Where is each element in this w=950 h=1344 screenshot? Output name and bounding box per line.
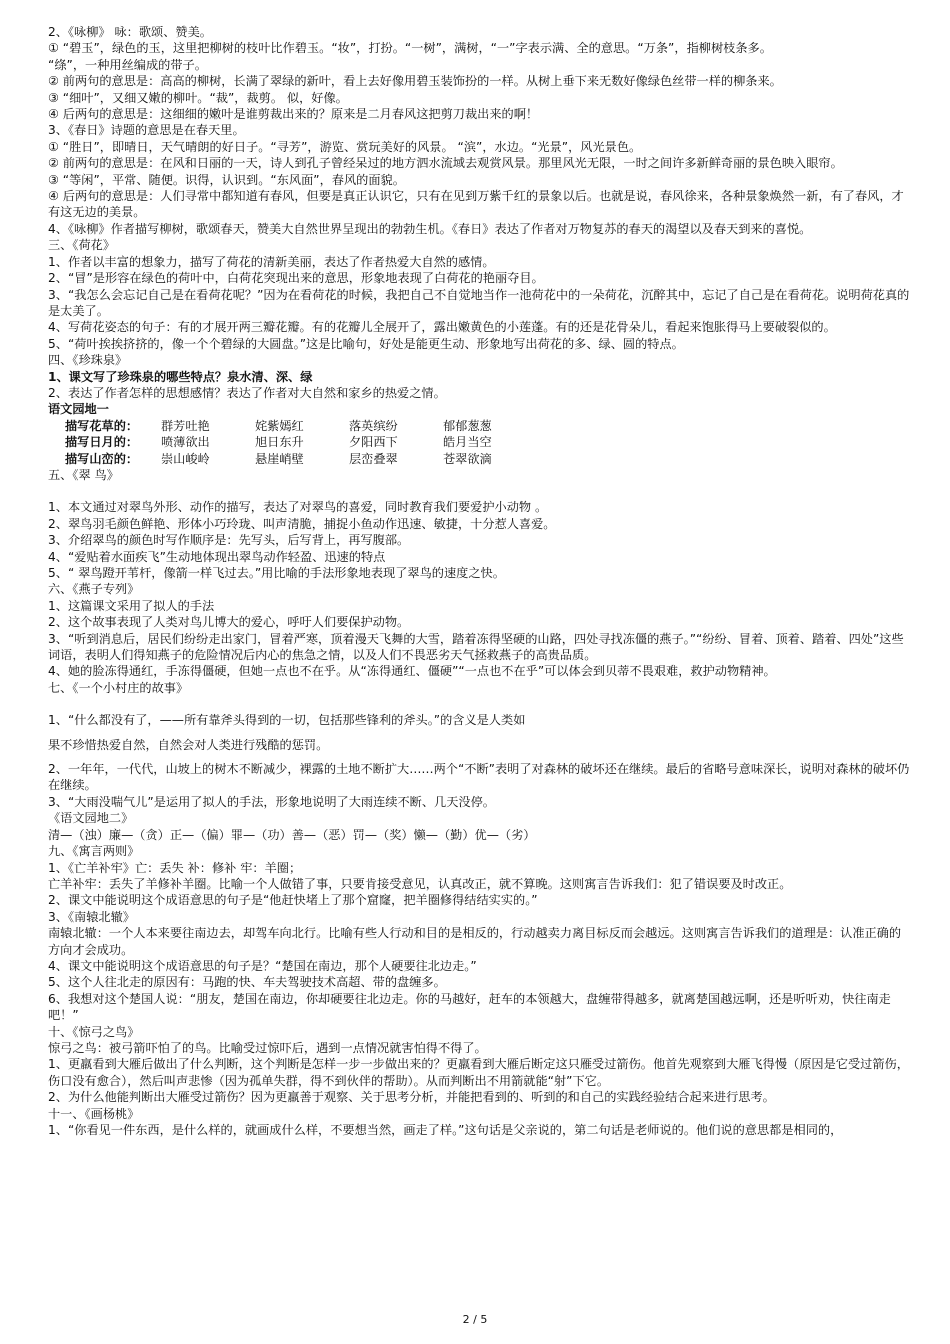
text-line: 2、这个故事表现了人类对鸟儿博大的爱心，呼吁人们要保护动物。 — [48, 615, 410, 630]
text-line: ④ 后两句的意思是：这细细的嫩叶是谁剪裁出来的？原来是二月春风这把剪刀裁出来的啊！ — [48, 107, 539, 122]
idiom: 层峦叠翠 — [349, 451, 398, 466]
text-line: 5、这个人往北走的原因有：马跑的快、车夫驾驶技术高超、带的盘缠多。 — [48, 975, 446, 990]
blank-line — [48, 483, 910, 499]
text-line: 2、课文中能说明这个成语意思的句子是“他赶快堵上了那个窟窿，把羊圈修得结结实实的。” — [48, 893, 538, 908]
idiom: 郁郁葱葱 — [443, 418, 492, 433]
blank-line — [48, 729, 910, 737]
idiom: 姹紫嫣红 — [255, 418, 304, 433]
idiom: 群芳吐艳 — [161, 418, 210, 433]
idiom-row — [48, 418, 910, 434]
text-line: 1、更羸看到大雁后做出了什么判断，这个判断是怎样一步一步做出来的？更羸看到大雁后断定这只雁受过箭伤。他首先观察到大雁飞得慢（原因是它受过箭伤，伤口没有愈合），然后叫声悲惨（因为孤单失群，得不到伙伴的帮助）。从而判断出不用箭就能“射”下它。 — [48, 1057, 909, 1088]
text-line: 4、她的脸冻得通红，手冻得僵硬，但她一点也不在乎。从“冻得通红、僵硬”“一点也不在乎”可以体会到贝蒂不畏艰难，救护动物精神。 — [48, 664, 776, 679]
text-line: 3、“听到消息后，居民们纷纷走出家门，冒着严寒，顶着漫天飞舞的大雪，踏着冻得坚硬的山路，四处寻找冻僵的燕子。”“纷纷、冒着、顶着、踏着、四处”这些词语，表明人们得知燕子的危险情况后内心的焦急之情，以及人们不畏恶劣天气拯救燕子的高贵品质。 — [48, 631, 904, 663]
text-line: 1、本文通过对翠鸟外形、动作的描写，表达了对翠鸟的喜爱，同时教育我们要爱护小动物 。 — [48, 500, 548, 515]
section-heading: 《语文园地二》 — [48, 811, 134, 826]
section-heading: 四、《珍珠泉》 — [48, 353, 128, 368]
text-line: 1、作者以丰富的想象力，描写了荷花的清新美丽，表达了作者热爱大自然的感情。 — [48, 254, 495, 269]
text-line: 6、我想对这个楚国人说：“朋友，楚国在南边，你却硬要往北边走。你的马越好，赶车的本领越大，盘缠带得越多，就离楚国越远啊，还是听听劝，快往南走吧！” — [48, 991, 891, 1023]
text-line: 果不珍惜热爱自然，自然会对人类进行残酷的惩罚。 — [48, 737, 329, 752]
text-line: 5、“荷叶挨挨挤挤的，像一个个碧绿的大圆盘。”这是比喻句，好处是能更生动、形象地写出荷花的多、绿、圆的特点。 — [48, 336, 684, 351]
text-line: ① “碧玉”，绿色的玉，这里把柳树的枝叶比作碧玉。“妆”，打扮。“一树”，满树，“一”字表示满、全的意思。“万条”，指柳树枝条多。 — [48, 41, 772, 56]
idiom: 苍翠欲滴 — [443, 451, 492, 466]
text-line: 3、介绍翠鸟的颜色时写作顺序是：先写头，后写背上，再写腹部。 — [48, 533, 410, 548]
text-line: ② 前两句的意思是：在风和日丽的一天，诗人到孔子曾经呆过的地方泗水流域去观赏风景。那里风光无限，一时之间许多新鲜奇丽的景色映入眼帘。 — [48, 156, 843, 171]
text-line: 2、表达了作者怎样的思想感情？表达了作者对大自然和家乡的热爱之情。 — [48, 385, 446, 400]
section-heading: 六、《燕子专列》 — [48, 582, 140, 597]
document-page — [48, 24, 910, 1138]
text-line: 1、《亡羊补牢》亡：丢失 补：修补 牢：羊圈； — [48, 860, 302, 875]
text-line: 1、“什么都没有了，——所有靠斧头得到的一切，包括那些锋利的斧头。”的含义是人类如 — [48, 713, 526, 728]
text-line: 4、《咏柳》作者描写柳树，歌颂春天，赞美大自然世界呈现出的勃勃生机。《春日》表达了作者对万物复苏的春天的渴望以及春天到来的喜悦。 — [48, 221, 812, 236]
text-line: 2、《咏柳》 咏：歌颂、赞美。 — [48, 25, 212, 39]
idiom: 旭日东升 — [255, 435, 304, 450]
text-line: 1、这篇课文采用了拟人的手法 — [48, 598, 215, 613]
text-line: 5、“ 翠鸟蹬开苇杆，像箭一样飞过去。”用比喻的手法形象地表现了翠鸟的速度之快。 — [48, 566, 505, 580]
idiom: 崇山峻岭 — [161, 451, 210, 466]
text-line: 亡羊补牢：丢失了羊修补羊圈。比喻一个人做错了事，只要肯接受意见，认真改正，就不算晚。这则寓言告诉我们：犯了错误要及时改正。 — [48, 876, 792, 891]
text-line: 3、“我怎么会忘记自己是在看荷花呢？”因为在看荷花的时候，我把自己不自觉地当作一池荷花中的一朵荷花，沉醉其中，忘记了自己是在看荷花。说明荷花真的是太美了。 — [48, 287, 910, 318]
text-line: ③ “细叶”，又细又嫩的柳叶。“裁”，裁剪。 似，好像。 — [48, 90, 348, 105]
idiom: 夕阳西下 — [349, 435, 398, 450]
idiom-row-head: 描写花草的： — [65, 418, 139, 433]
idiom-row-head: 描写日月的： — [65, 435, 139, 450]
text-line: 4、“爱贴着水面疾飞”生动地体现出翠鸟动作轻盈、迅速的特点 — [48, 549, 386, 564]
page-number: 2 / 5 — [462, 1313, 488, 1326]
section-heading: 十、《惊弓之鸟》 — [48, 1024, 140, 1039]
section-heading: 七、《一个小村庄的故事》 — [48, 680, 189, 695]
text-line: 1、课文写了珍珠泉的哪些特点？泉水清、深、绿 — [48, 369, 313, 384]
idiom-row — [48, 434, 910, 450]
text-line: 南辕北辙：一个人本来要往南边去，却驾车向北行。比喻有些人行动和目的是相反的，行动越卖力离目标反而会越远。这则寓言告诉我们的道理是：认准正确的方向才会成功。 — [48, 926, 902, 957]
text-line: 4、写荷花姿态的句子：有的才展开两三瓣花瓣。有的花瓣儿全展开了，露出嫩黄色的小莲蓬。有的还是花骨朵儿，看起来饱胀得马上要破裂似的。 — [48, 320, 836, 335]
text-line: 惊弓之鸟：被弓箭吓怕了的鸟。比喻受过惊吓后，遇到一点情况就害怕得不得了。 — [48, 1040, 487, 1055]
text-line: 2、一年年，一代代，山坡上的树木不断减少，裸露的土地不断扩大……两个“不断”表明了对森林的破坏还在继续。最后的省略号意味深长，说明对森林的破坏仍在继续。 — [48, 762, 910, 793]
text-line: “绦”，一种用丝编成的带子。 — [48, 57, 207, 72]
text-line: 2、为什么他能判断出大雁受过箭伤？因为更羸善于观察、关于思考分析，并能把看到的、听到的和自己的实践经验结合起来进行思考。 — [48, 1090, 775, 1105]
idiom-row-head: 描写山峦的： — [65, 451, 139, 466]
idiom: 悬崖峭壁 — [255, 451, 304, 466]
idiom: 喷薄欲出 — [161, 435, 210, 450]
section-heading: 五、《翠 鸟》 — [48, 467, 119, 482]
blank-line — [48, 696, 910, 712]
text-line: 清—（浊）廉—（贪）正—（偏）罪—（功）善—（恶）罚—（奖）懒—（勤）优—（劣） — [48, 827, 536, 842]
section-heading: 三、《荷花》 — [48, 238, 116, 253]
idiom: 落英缤纷 — [349, 418, 398, 433]
section-heading: 3、《春日》诗题的意思是在春天里。 — [48, 123, 245, 138]
section-heading: 九、《寓言两则》 — [48, 844, 140, 859]
section-heading: 3、《南辕北辙》 — [48, 909, 135, 924]
text-line: 1、“你看见一件东西，是什么样的，就画成什么样，不要想当然，画走了样。”这句话是父亲说的，第二句话是老师说的。他们说的意思都是相同的， — [48, 1123, 843, 1137]
text-line: 2、翠鸟羽毛颜色鲜艳、形体小巧玲珑、叫声清脆，捕捉小鱼动作迅速、敏捷，十分惹人喜爱。 — [48, 516, 556, 531]
text-line: ④ 后两句的意思是：人们寻常中都知道有春风，但要是真正认识它，只有在见到万紫千红的景象以后。也就是说，春风徐来，各种景象焕然一新，有了春风，才有这无边的美景。 — [48, 189, 904, 220]
text-line: ③ “等闲”，平常、随便。识得，认识到。“东风面”，春风的面貌。 — [48, 172, 405, 187]
section-heading: 十一、《画杨桃》 — [48, 1106, 140, 1121]
text-line: 3、“大雨没喘气儿”是运用了拟人的手法，形象地说明了大雨连续不断、几天没停。 — [48, 794, 495, 809]
section-heading: 语文园地一 — [48, 402, 109, 417]
text-line: 4、课文中能说明这个成语意思的句子是？“楚国在南边，那个人硬要往北边走。” — [48, 958, 477, 973]
idiom: 皓月当空 — [443, 435, 492, 450]
idiom-row — [48, 451, 910, 467]
text-line: ① “胜日”，即晴日，天气晴朗的好日子。“寻芳”，游览、赏玩美好的风景。 “滨”，水边。“光景”，风光景色。 — [48, 139, 642, 154]
text-line: ② 前两句的意思是：高高的柳树，长满了翠绿的新叶，看上去好像用碧玉装饰扮的一样。从树上垂下来无数好像绿色丝带一样的柳条来。 — [48, 74, 782, 89]
blank-line — [48, 753, 910, 761]
text-line: 2、“冒”是形容在绿色的荷叶中，白荷花突现出来的意思，形象地表现了白荷花的艳丽夺目。 — [48, 271, 544, 286]
